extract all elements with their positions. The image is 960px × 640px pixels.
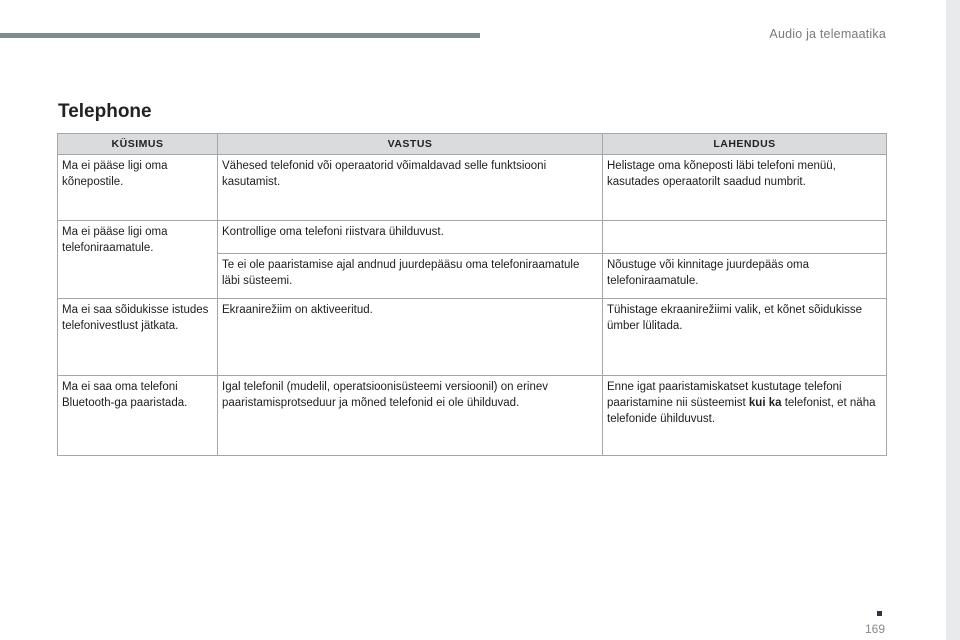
solution-cell: Nõustuge või kinnitage juurdepääs oma telefoniraamatule. bbox=[603, 254, 887, 299]
solution-cell: Tühistage ekraanirežiimi valik, et kõnet sõidukisse ümber lülitada. bbox=[603, 299, 887, 376]
solution-cell bbox=[603, 221, 887, 254]
table-row bbox=[58, 221, 887, 254]
solution-text: telefonist, et näha telefonide ühilduvust. bbox=[607, 397, 876, 425]
question-cell: Ma ei pääse ligi oma kõnepostile. bbox=[58, 155, 218, 221]
section-title: Audio ja telemaatika bbox=[769, 27, 886, 41]
table-row bbox=[58, 155, 887, 221]
page-number: 169 bbox=[864, 622, 885, 636]
solution-text: Enne igat paaristamiskatset kustutage telefoni paaristamine nii süsteemist bbox=[607, 381, 842, 409]
column-header-solution: LAHENDUS bbox=[603, 134, 887, 155]
solution-cell bbox=[603, 376, 887, 456]
answer-cell: Kontrollige oma telefoni riistvara ühilduvust. bbox=[218, 221, 603, 254]
answer-cell: Igal telefonil (mudelil, operatsioonisüsteemi versioonil) on erinev paaristamisprotseduur ja mõned telefonid ei ole ühilduvad. bbox=[218, 376, 603, 456]
column-header-answer: VASTUS bbox=[218, 134, 603, 155]
table-row bbox=[58, 376, 887, 456]
question-cell: Ma ei saa oma telefoni Bluetooth-ga paaristada. bbox=[58, 376, 218, 456]
solution-emphasis: kui ka bbox=[748, 397, 782, 409]
table-row bbox=[58, 299, 887, 376]
question-cell: Ma ei pääse ligi oma telefoniraamatule. bbox=[58, 221, 218, 299]
page-edge-strip bbox=[946, 0, 960, 640]
solution-cell: Helistage oma kõneposti läbi telefoni menüü, kasutades operaatorilt saadud numbrit. bbox=[603, 155, 887, 221]
answer-cell: Vähesed telefonid või operaatorid võimaldavad selle funktsiooni kasutamist. bbox=[218, 155, 603, 221]
page-marker bbox=[877, 611, 882, 616]
question-cell: Ma ei saa sõidukisse istudes telefonivestlust jätkata. bbox=[58, 299, 218, 376]
answer-cell: Ekraanirežiim on aktiveeritud. bbox=[218, 299, 603, 376]
header-rule bbox=[0, 33, 480, 38]
table-header-row bbox=[58, 134, 887, 155]
column-header-question: KÜSIMUS bbox=[58, 134, 218, 155]
page-title: Telephone bbox=[58, 101, 152, 122]
answer-cell: Te ei ole paaristamise ajal andnud juurdepääsu oma telefoniraamatule läbi süsteemi. bbox=[218, 254, 603, 299]
faq-table bbox=[57, 133, 887, 456]
